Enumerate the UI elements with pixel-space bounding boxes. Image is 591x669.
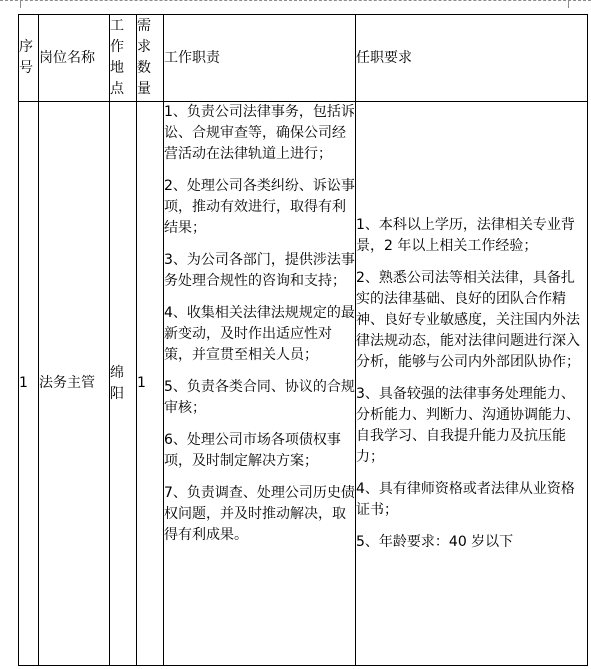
duty-item: 6、处理公司市场各项债权事项，及时制定解决方案； [164, 432, 341, 469]
header-duties: 工作职责 [164, 15, 356, 102]
job-posting-table [18, 14, 588, 666]
cell-position: 法务主管 [39, 102, 110, 666]
duty-item: 7、负责调查、处理公司历史债权问题，并及时推动解决，取得有利成果。 [164, 485, 355, 543]
requirement-item: 5、年龄要求：40 岁以下 [356, 533, 514, 550]
header-position: 岗位名称 [39, 15, 110, 102]
requirement-item: 2、熟悉公司法等相关法律，具备扎实的法律基础、良好的团队合作精神、良好专业敏感度，关注国内外法律法规动态，能对法律问题进行深入分析，能够与公司内外部团队协作； [356, 269, 580, 370]
duty-item: 1、负责公司法律事务，包括诉讼、合规审查等，确保公司经营活动在法律轨道上进行； [164, 104, 355, 162]
cell-seq: 1 [19, 102, 39, 666]
requirement-item: 1、本科以上学历，法律相关专业背景，2 年以上相关工作经验； [356, 216, 575, 254]
corner-mark-right [568, 0, 569, 8]
header-count: 需求数量 [137, 15, 164, 102]
requirement-item: 3、具备较强的法律事务处理能力、分析能力、判断力、沟通协调能力、自我学习、自我提升能力及抗压能力； [356, 385, 580, 465]
cell-count: 1 [137, 102, 164, 666]
duty-item: 3、为公司各部门，提供涉法事务处理合规性的咨询和支持； [164, 252, 355, 289]
duty-item: 5、负责各类合同、协议的合规审核； [164, 379, 355, 416]
table-row [19, 102, 588, 666]
header-location: 工作地点 [110, 15, 137, 102]
cell-location: 绵阳 [110, 102, 137, 666]
requirement-item: 4、具有律师资格或者法律从业资格证书； [356, 480, 575, 518]
duty-item: 4、收集相关法律法规规定的最新变动，及时作出适应性对策，并宣贯至相关人员； [164, 305, 355, 363]
corner-mark-left [20, 0, 21, 8]
table-header-row [19, 15, 588, 102]
cell-requirements [356, 102, 588, 666]
duty-item: 2、处理公司各类纠纷、诉讼事项，推动有效进行，取得有利结果； [164, 178, 355, 236]
cell-duties [164, 102, 356, 666]
page-top-border [0, 0, 591, 1]
header-seq: 序号 [19, 15, 39, 102]
header-requirements: 任职要求 [356, 15, 588, 102]
